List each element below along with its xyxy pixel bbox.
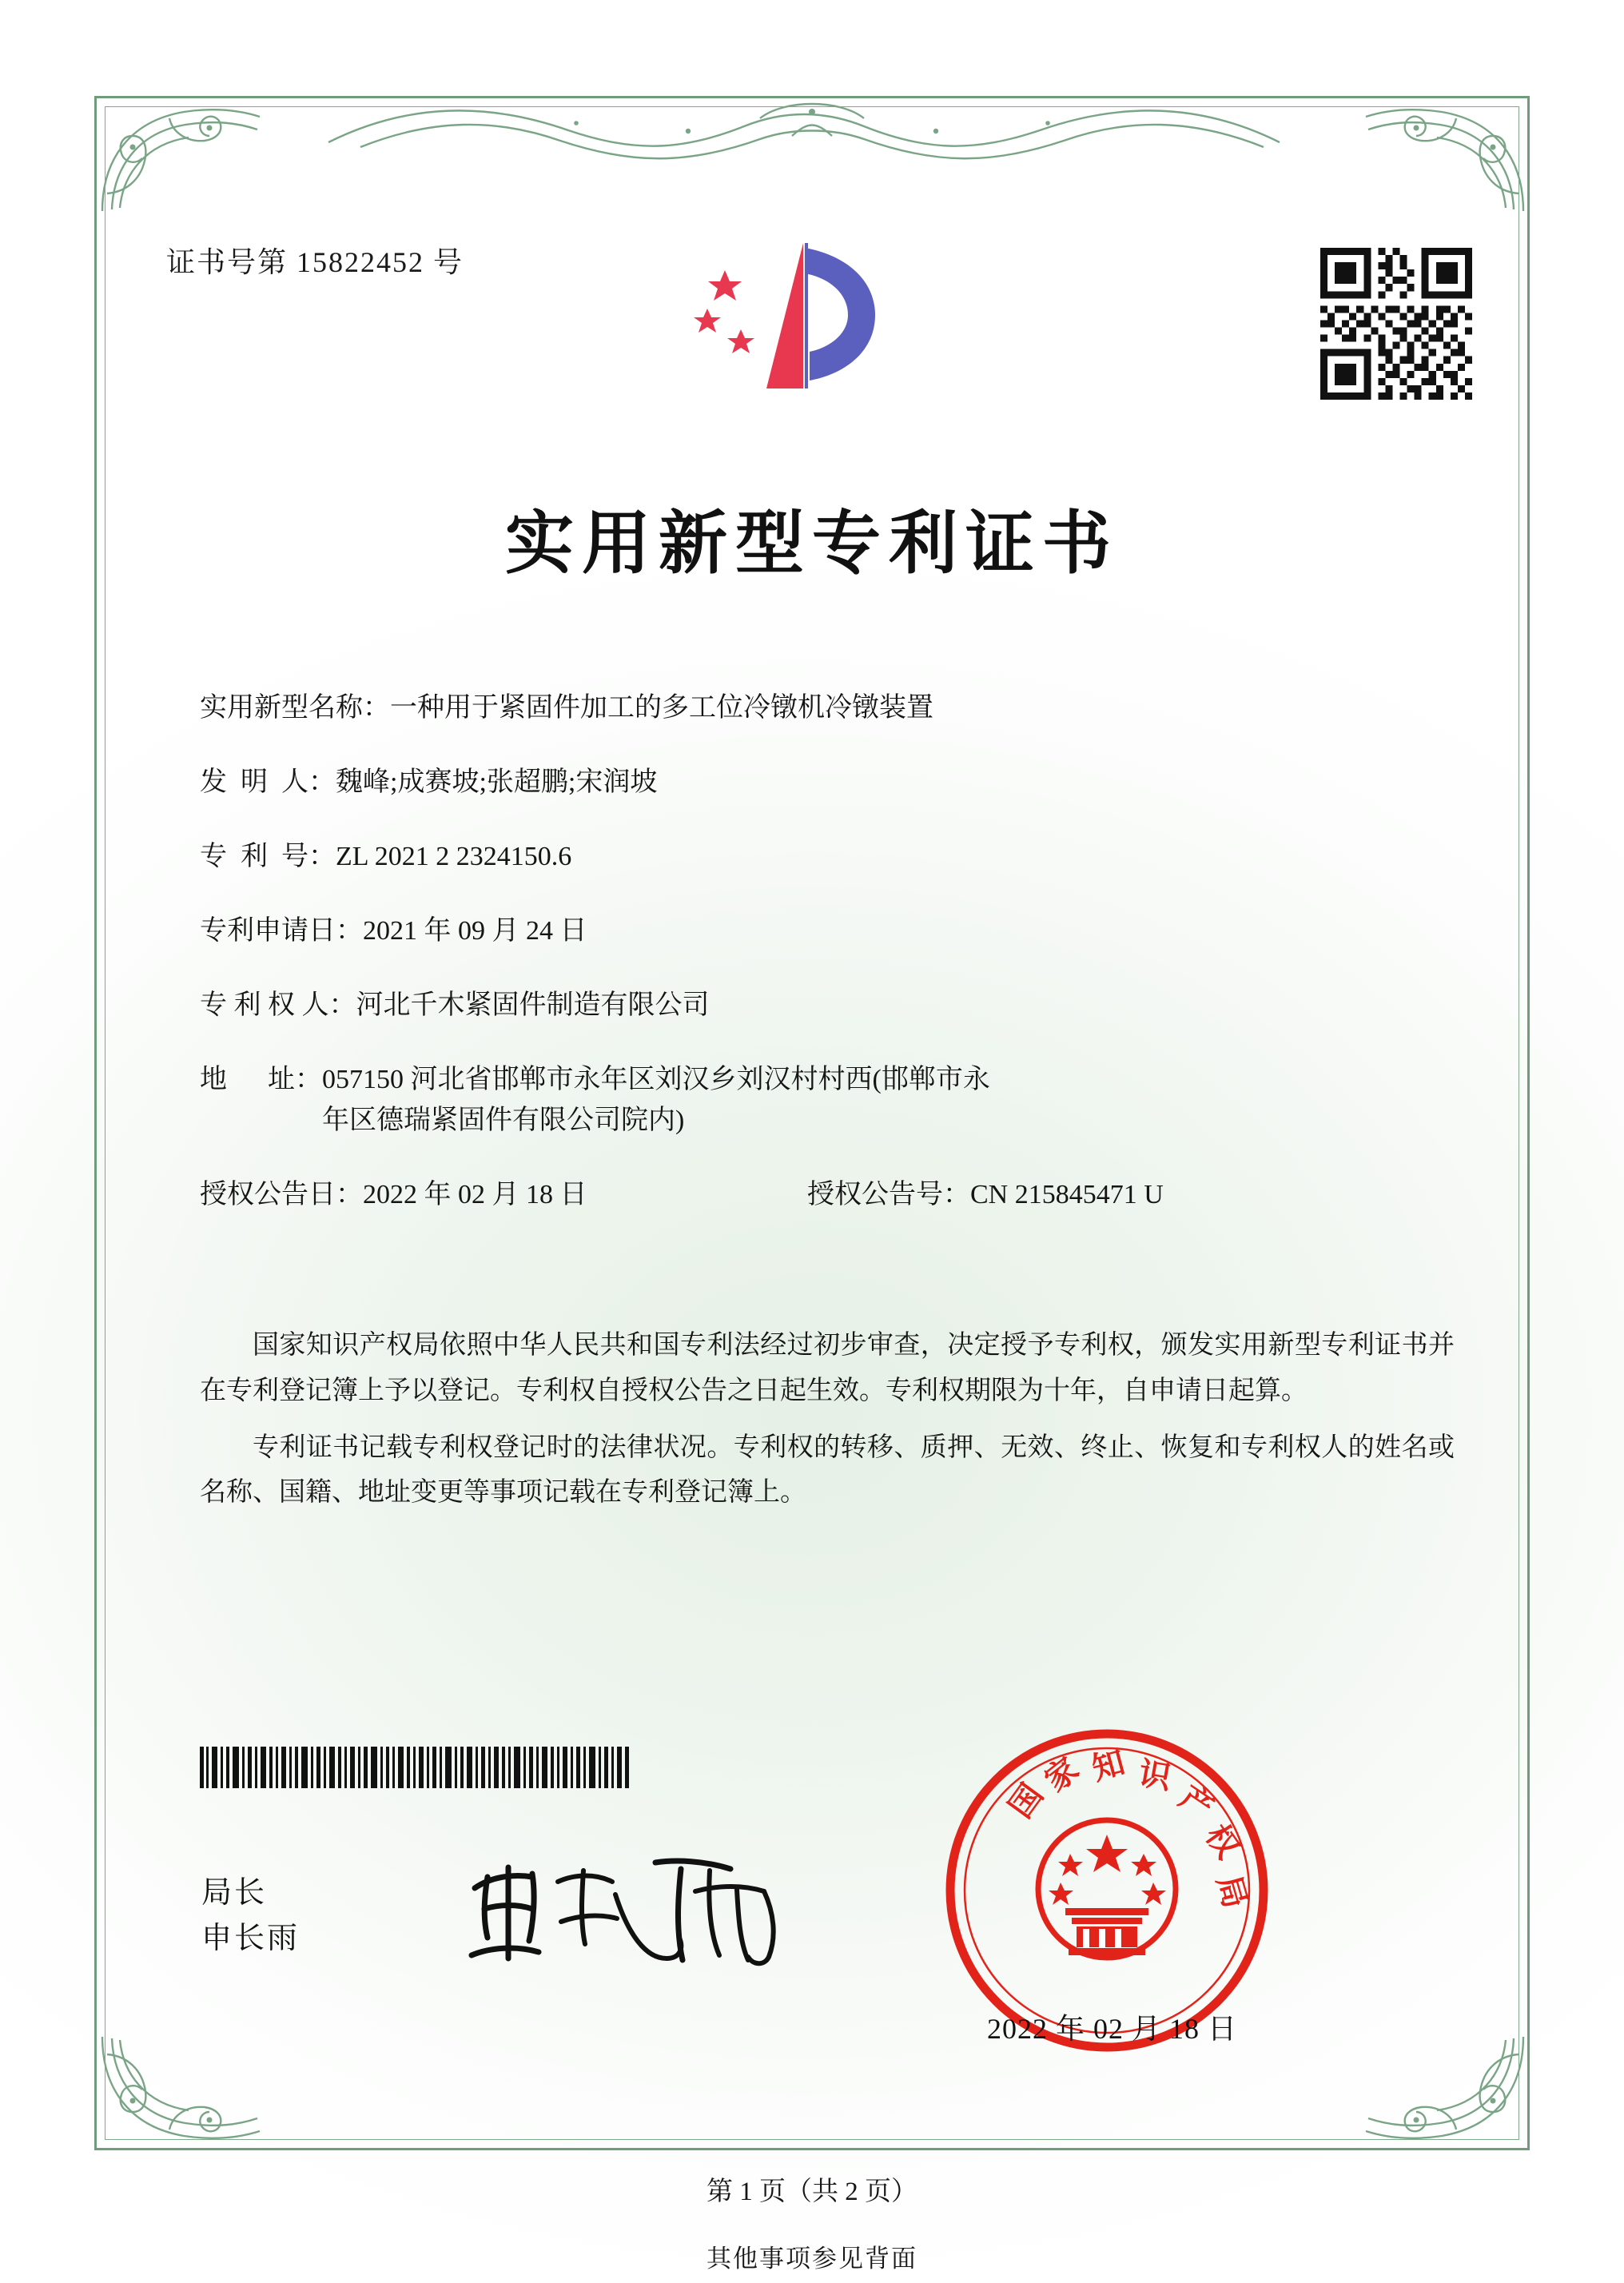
field-value-line1: 057150 河北省邯郸市永年区刘汉乡刘汉村村西(邯郸市永 (322, 1065, 990, 1094)
field-label: 专 利 权 人： (200, 990, 356, 1020)
field-value: 河北千木紧固件制造有限公司 (356, 990, 710, 1020)
legal-text (200, 1323, 1455, 1527)
field-label: 实用新型名称： (200, 693, 390, 723)
field-value: 一种用于紧固件加工的多工位冷镦机冷镦装置 (390, 693, 933, 723)
field-patent-number (200, 836, 1447, 877)
field-list (200, 687, 1447, 1239)
field-label: 授权公告号： (807, 1180, 970, 1209)
barcode (200, 1747, 631, 1788)
field-label: 授权公告日： (200, 1180, 363, 1209)
field-value-line2: 年区德瑞紧固件有限公司院内) (322, 1106, 685, 1135)
svg-text:局: 局 (1209, 1871, 1255, 1913)
handwritten-signature (456, 1839, 799, 1974)
svg-text:家: 家 (1037, 1750, 1086, 1799)
field-application-date (200, 910, 1447, 951)
field-value: 2021 年 09 月 24 日 (363, 916, 587, 946)
field-label: 发 明 人： (200, 767, 336, 797)
field-utility-model-name (200, 687, 1447, 728)
field-patentee (200, 985, 1447, 1026)
field-value: 2022 年 02 月 18 日 (363, 1180, 587, 1209)
svg-text:权: 权 (1197, 1817, 1248, 1866)
footer-note: 其他事项参见背面 (707, 2245, 917, 2273)
director-title: 局长 (201, 1876, 268, 1910)
svg-text:产: 产 (1172, 1778, 1220, 1827)
field-label: 专 利 号： (200, 842, 336, 871)
svg-text:知: 知 (1088, 1743, 1129, 1788)
qr-code (1320, 248, 1472, 400)
director-block (201, 1871, 300, 1962)
field-label: 专利申请日： (200, 916, 363, 946)
page-number: 第 1 页（共 2 页） (707, 2177, 917, 2206)
field-label: 地 址： (200, 1065, 322, 1094)
field-address (200, 1059, 1447, 1141)
field-value: CN 215845471 U (970, 1180, 1164, 1209)
top-flourish-ornament (312, 94, 1312, 166)
field-publication-number (807, 1174, 1447, 1215)
field-inventors (200, 762, 1447, 803)
svg-text:国: 国 (1001, 1776, 1051, 1825)
field-grant-row (200, 1174, 1447, 1215)
director-name: 申长雨 (201, 1922, 301, 1955)
paragraph-2: 专利证书记载专利权登记时的法律状况。专利权的转移、质押、无效、终止、恢复和专利权人的姓名或名称、国籍、地址变更等事项记载在专利登记簿上。 (200, 1432, 1455, 1508)
field-value-wrap (322, 1059, 1447, 1141)
field-value: ZL 2021 2 2324150.6 (336, 842, 572, 871)
field-value: 魏峰;成赛坡;张超鹏;宋润坡 (336, 767, 658, 797)
page-title: 实用新型专利证书 (505, 503, 1119, 584)
svg-text:识: 识 (1136, 1754, 1174, 1797)
field-publication-date (200, 1174, 807, 1215)
seal-date: 2022 年 02 月 18 日 (987, 2013, 1238, 2045)
paragraph-1: 国家知识产权局依照中华人民共和国专利法经过初步审查，决定授予专利权，颁发实用新型专利证书并在专利登记簿上予以登记。专利权自授权公告之日起生效。专利权期限为十年，自申请日起算。 (200, 1331, 1455, 1405)
cnipa-logo (683, 232, 923, 428)
certificate-number: 证书号第 15822452 号 (166, 246, 464, 278)
